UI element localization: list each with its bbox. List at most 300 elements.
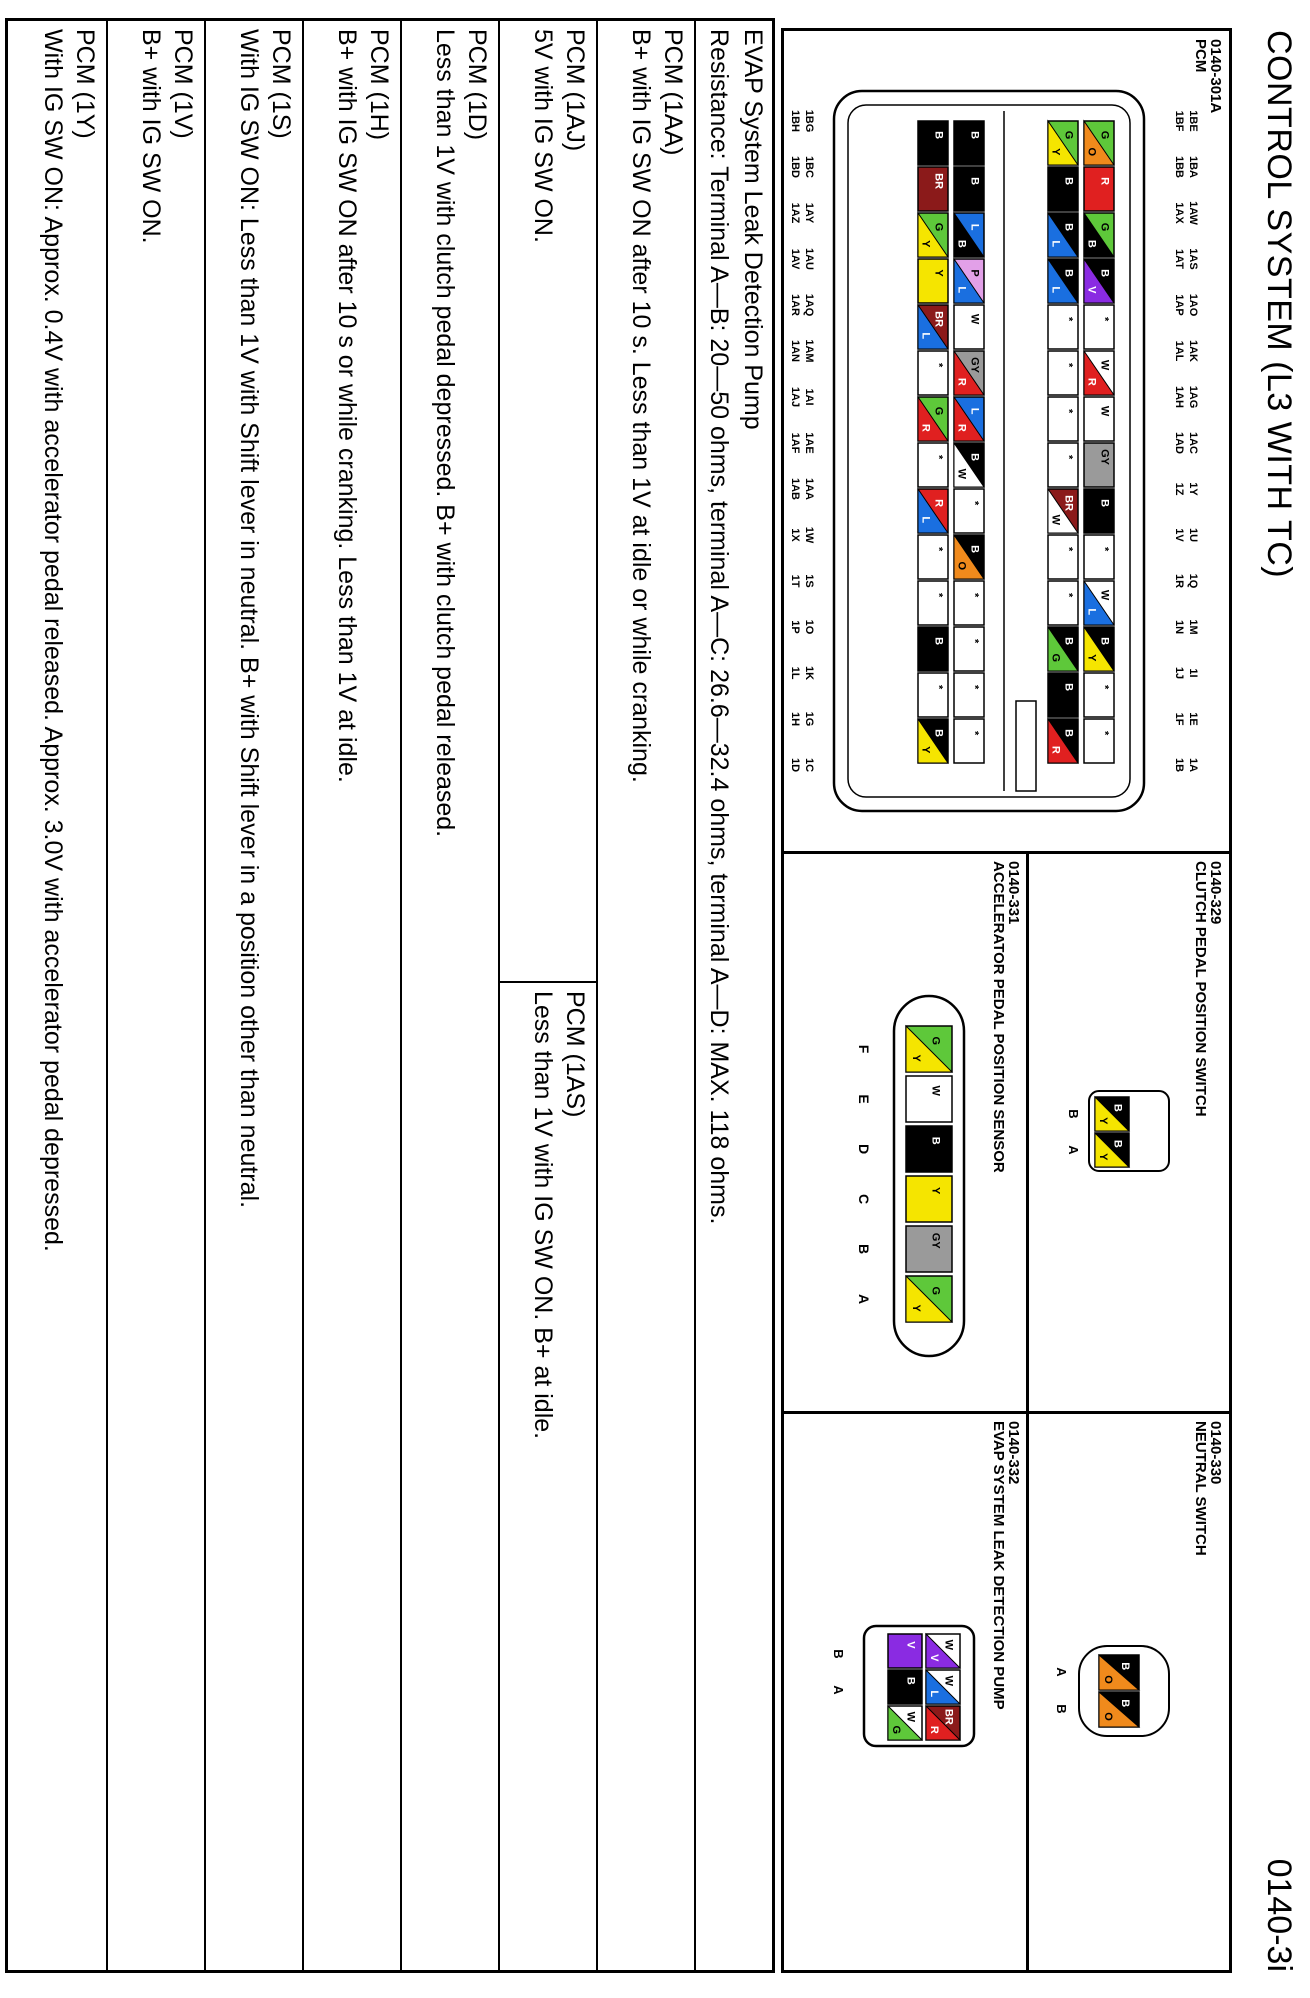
pcm-wire-cell-main	[1048, 443, 1078, 487]
pcm-wire-cell-code2: O	[1085, 147, 1098, 157]
app-wire-cell-code1: GY	[929, 1232, 942, 1249]
pcm-wire-cell-main	[1048, 581, 1078, 625]
pcm-wire-cell-code1: B	[968, 545, 981, 554]
pcm-wire-cell	[918, 121, 948, 165]
divider-middle	[784, 1411, 1229, 1414]
pcm-wire-cell-code1: *	[1062, 454, 1075, 460]
evap-wire-cell-code1: BR	[942, 1708, 955, 1725]
divider-horizontal	[1026, 851, 1029, 1970]
row-1aj-1as	[498, 21, 598, 1970]
pcm-wire-cell-code2: L	[1049, 286, 1062, 294]
pcm-wire-cell	[918, 719, 948, 763]
app-wire-cell-main	[906, 1176, 952, 1222]
pcm-pin-label: 1BB	[1173, 155, 1185, 179]
pcm-wire-cell	[1048, 397, 1078, 441]
pcm-pin-label: 1AD	[1173, 431, 1185, 455]
pcm-wire-cell-code1: BR	[1062, 495, 1075, 512]
pcm-wire-cell	[918, 581, 948, 625]
pcm-wire-cell-code1: *	[1062, 362, 1075, 368]
pcm-wire-cell-main	[1048, 351, 1078, 395]
evap-wire-cell-code1: V	[904, 1641, 917, 1649]
pcm-wire-cell	[1048, 673, 1078, 717]
pcm-wire-cell-code2: W	[1049, 514, 1062, 525]
pcm-wire-cell-main	[954, 581, 984, 625]
pcm-wire-cell-code1: *	[1098, 730, 1111, 736]
pcm-wire-cell-main	[1084, 535, 1114, 579]
pcm-wire-cell-main	[1048, 305, 1078, 349]
pcm-pin-label: 1BG	[803, 109, 815, 133]
pcm-wire-cell	[954, 259, 984, 303]
pcm-wire-cell	[1084, 627, 1114, 671]
pcm-pin-label: 1AE	[803, 432, 815, 454]
clutch-pin-label: A	[1066, 1145, 1081, 1155]
row-1aj-title: PCM (1AJ)	[561, 29, 589, 152]
evap-connector-label	[991, 1421, 1021, 1710]
pcm-pin-label: 1V	[1173, 528, 1185, 542]
pcm-wire-cell	[1084, 259, 1114, 303]
pcm-pin-label: 1L	[789, 666, 801, 680]
pcm-pin-label: 1T	[789, 574, 801, 588]
pcm-wire-cell-main	[918, 259, 948, 303]
pcm-pin-label: 1Y	[1187, 482, 1199, 496]
app-wire-cell-code1: G	[929, 1036, 942, 1046]
pcm-wire-cell-code1: *	[1062, 316, 1075, 322]
pcm-wire-cell-code1: B	[1098, 269, 1111, 278]
row-1aj-text: 5V with IG SW ON.	[529, 29, 557, 243]
pcm-wire-cell-code2: Y	[1049, 148, 1062, 156]
pcm-wire-cell-main	[954, 305, 984, 349]
pcm-wire-cell-code1: *	[932, 592, 945, 598]
pcm-wire-cell-code1: W	[1098, 405, 1111, 417]
pcm-wire-cell-code2: V	[1085, 286, 1098, 294]
pcm-wire-cell-code1: *	[932, 546, 945, 552]
pcm-pin-label: 1AO	[1187, 293, 1199, 317]
evap-wire-cell	[926, 1706, 960, 1740]
pcm-wire-cell-code1: W	[1098, 589, 1111, 601]
pcm-wire-cell-code2: R	[955, 423, 968, 432]
app-wire-cell-main	[906, 1126, 952, 1172]
row-1h	[302, 21, 402, 1970]
pcm-wire-cell-main	[1084, 719, 1114, 763]
pcm-wire-cell-main	[1048, 535, 1078, 579]
app-wire-cell	[906, 1076, 952, 1122]
pcm-wire-cell-code1: *	[1098, 684, 1111, 690]
pcm-wire-cell-main	[954, 167, 984, 211]
pcm-wire-cell	[1048, 167, 1078, 211]
pcm-wire-cell-code1: P	[968, 269, 981, 277]
row-1aa	[596, 21, 696, 1970]
pcm-wire-cell	[1084, 719, 1114, 763]
row-evap-title: EVAP System Leak Detection Pump	[739, 29, 767, 430]
divider-pcm	[784, 851, 1229, 854]
pcm-wire-cell-code2: B	[1085, 239, 1098, 248]
pcm-pin-label: 1AL	[1173, 340, 1185, 362]
evap-wire-cell-code2: L	[928, 1690, 941, 1698]
pcm-wire-cell	[1084, 535, 1114, 579]
pcm-pin-label: 1BE	[1187, 110, 1199, 132]
pcm-pin-label: 1E	[1187, 712, 1199, 726]
app-wire-cell	[906, 1126, 952, 1172]
pcm-wire-cell	[918, 397, 948, 441]
pcm-wire-cell-main	[954, 627, 984, 671]
pcm-pin-label: 1AV	[789, 248, 801, 270]
connector-panel	[781, 28, 1232, 1973]
evap-wire-cell-code2: G	[890, 1725, 903, 1735]
pcm-wire-cell-code1: L	[968, 223, 981, 231]
pcm-wire-cell-code1: *	[968, 500, 981, 506]
pcm-code: 0140-301A	[1207, 39, 1224, 114]
evap-wire-cell-code1: B	[904, 1676, 917, 1685]
row-1v-title: PCM (1V)	[169, 29, 197, 139]
pcm-wire-cell-main	[918, 627, 948, 671]
neutral-pin-label: B	[1054, 1704, 1069, 1714]
neutral-wire-cell	[1099, 1692, 1139, 1727]
pcm-latch	[1016, 701, 1036, 791]
row-1h-text: B+ with IG SW ON after 10 s or while cranking. Less than 1V at idle.	[333, 29, 361, 783]
app-code: 0140-331	[1005, 861, 1022, 925]
pcm-wire-cell	[954, 397, 984, 441]
pcm-pin-label: 1BF	[1173, 110, 1185, 132]
clutch-wire-cell-code2: Y	[1097, 1153, 1110, 1161]
neutral-wire-cell-code1: B	[1119, 1699, 1132, 1708]
pcm-wire-cell	[954, 489, 984, 533]
app-wire-cell-code1: G	[929, 1286, 942, 1296]
pcm-pin-label: 1BD	[789, 155, 801, 179]
pcm-wire-cell	[1048, 305, 1078, 349]
pcm-pin-label: 1Q	[1187, 573, 1199, 589]
pcm-wire-cell	[1048, 535, 1078, 579]
pcm-wire-cell	[1084, 351, 1114, 395]
pcm-wire-cell-main	[918, 535, 948, 579]
pcm-wire-cell-code1: *	[932, 684, 945, 690]
pcm-wire-cell	[1048, 443, 1078, 487]
evap-wire-cell	[888, 1706, 922, 1740]
pcm-wire-cell-code1: B	[1062, 683, 1075, 692]
pcm-pin-label: 1N	[1173, 619, 1185, 635]
app-wire-cell	[906, 1276, 952, 1322]
pcm-wire-cell-main	[954, 121, 984, 165]
pcm-wire-cell	[1084, 213, 1114, 257]
app-pin-label: B	[856, 1243, 872, 1255]
pcm-wire-cell-code2: R	[1085, 377, 1098, 386]
evap-wire-cell-code2: R	[928, 1725, 941, 1734]
pcm-wire-cell	[1084, 305, 1114, 349]
neutral-code: 0140-330	[1207, 1421, 1224, 1485]
pcm-wire-cell-code1: B	[968, 177, 981, 186]
clutch-code: 0140-329	[1207, 861, 1224, 925]
pcm-wire-cell-code1: B	[1098, 499, 1111, 508]
row-1s-text: With IG SW ON: Less than 1V with Shift lever in neutral. B+ with Shift lever in a position other than neutral.	[235, 29, 263, 1209]
pcm-wire-cell	[1048, 259, 1078, 303]
pcm-wire-cell	[1048, 627, 1078, 671]
evap-wire-cell-code2: V	[928, 1654, 941, 1662]
pcm-wire-cell-code2: Y	[919, 746, 932, 754]
pcm-wire-cell-code1: *	[1062, 408, 1075, 414]
row-1d	[400, 21, 500, 1970]
neutral-connector-diagram	[1049, 1631, 1179, 1751]
evap-wire-cell-code1: W	[904, 1711, 917, 1723]
evap-code: 0140-332	[1005, 1421, 1022, 1485]
app-wire-cell-code1: B	[929, 1136, 942, 1145]
pcm-pin-label: 1S	[803, 574, 815, 588]
pcm-wire-cell-code1: R	[1098, 177, 1111, 186]
pcm-wire-cell-code1: Y	[932, 269, 945, 277]
row-1s	[204, 21, 304, 1970]
pcm-wire-cell-code2: L	[919, 516, 932, 524]
row-evap	[696, 21, 772, 1970]
evap-wire-cell	[888, 1670, 922, 1704]
pcm-name: PCM	[1192, 39, 1209, 73]
pcm-wire-cell	[954, 535, 984, 579]
pcm-pin-label: 1C	[803, 757, 815, 773]
pcm-wire-cell	[1084, 581, 1114, 625]
pcm-wire-cell-code1: *	[1098, 546, 1111, 552]
pcm-wire-cell	[918, 351, 948, 395]
pcm-wire-cell	[954, 167, 984, 211]
pcm-pin-label: 1AP	[1173, 294, 1185, 316]
pcm-wire-cell	[954, 443, 984, 487]
evap-pin-label: A	[831, 1685, 846, 1695]
neutral-wire-cell-code2: O	[1102, 1675, 1114, 1684]
pcm-pin-label: 1AA	[803, 477, 815, 501]
pcm-wire-cell-code2: B	[955, 239, 968, 248]
pcm-wire-cell-code1: L	[968, 407, 981, 415]
pcm-wire-cell-code2: W	[955, 468, 968, 479]
neutral-pin-label: A	[1054, 1667, 1069, 1677]
app-wire-cell-code2: Y	[909, 1304, 922, 1312]
pcm-pin-label: 1BA	[1187, 155, 1199, 179]
pcm-pin-label: 1X	[789, 528, 801, 542]
pcm-wire-cell	[1084, 167, 1114, 211]
pcm-wire-cell-main	[1084, 305, 1114, 349]
pcm-wire-cell	[918, 627, 948, 671]
pcm-wire-cell-code1: *	[1098, 316, 1111, 322]
pcm-wire-cell	[954, 121, 984, 165]
pcm-wire-cell-code1: B	[1062, 223, 1075, 232]
app-wire-cell-code2: Y	[909, 1054, 922, 1062]
pcm-pin-label: 1I	[1187, 668, 1199, 678]
pcm-wire-cell	[954, 351, 984, 395]
pcm-wire-cell-code1: BR	[932, 173, 945, 190]
pcm-wire-cell	[1048, 719, 1078, 763]
clutch-wire-cell	[1095, 1097, 1129, 1131]
pcm-pin-label: 1AY	[803, 202, 815, 224]
row-1as-title: PCM (1AS)	[561, 991, 589, 1118]
pcm-pin-label: 1BC	[803, 155, 815, 179]
row-1aa-text: B+ with IG SW ON after 10 s. Less than 1V at idle or while cranking.	[627, 29, 655, 783]
pcm-wire-cell	[1084, 443, 1114, 487]
pcm-wire-cell	[918, 213, 948, 257]
pcm-wire-cell	[1048, 121, 1078, 165]
pcm-pin-label: 1U	[1187, 527, 1199, 543]
app-pin-label: D	[856, 1143, 872, 1155]
pcm-wire-cell-code1: B	[932, 131, 945, 140]
pcm-wire-cell-code2: G	[1049, 653, 1062, 663]
pcm-wire-cell	[954, 627, 984, 671]
pcm-wire-cell	[954, 719, 984, 763]
pcm-pin-label: 1R	[1173, 573, 1185, 589]
pcm-pin-label: 1AU	[803, 247, 815, 271]
pcm-wire-cell	[918, 673, 948, 717]
row-1as-text: Less than 1V with IG SW ON. B+ at idle.	[529, 991, 557, 1440]
pcm-pin-label: 1AQ	[803, 293, 815, 317]
pcm-wire-cell-code1: R	[932, 499, 945, 508]
app-wire-cell	[906, 1176, 952, 1222]
pcm-wire-cell-code1: B	[1062, 637, 1075, 646]
pcm-wire-cell-code1: B	[932, 637, 945, 646]
pcm-wire-cell	[954, 213, 984, 257]
pcm-wire-cell-code2: R	[955, 377, 968, 386]
clutch-wire-cell-code1: B	[1111, 1103, 1124, 1112]
pcm-wire-cell-main	[954, 719, 984, 763]
app-wire-cell	[906, 1226, 952, 1272]
evap-wire-cell	[926, 1634, 960, 1668]
row-1v	[106, 21, 206, 1970]
pcm-pin-label: 1AJ	[789, 386, 801, 408]
pcm-pin-label: 1AB	[789, 477, 801, 501]
pcm-wire-cell	[1048, 489, 1078, 533]
pcm-pin-label: 1K	[803, 665, 815, 681]
pcm-wire-cell	[954, 305, 984, 349]
pcm-pin-label: 1J	[1173, 666, 1185, 680]
pcm-wire-cell-main	[1048, 397, 1078, 441]
pcm-wire-cell-code1: B	[1062, 177, 1075, 186]
pcm-wire-cell	[954, 673, 984, 717]
app-pin-label: C	[856, 1193, 872, 1205]
pcm-wire-cell-main	[1084, 489, 1114, 533]
pcm-wire-cell-code1: *	[932, 454, 945, 460]
pcm-wire-cell-main	[1084, 167, 1114, 211]
pcm-pin-label: 1AK	[1187, 339, 1199, 363]
pcm-wire-cell-code2: Y	[919, 240, 932, 248]
pcm-pin-label: 1BH	[789, 109, 801, 133]
row-1h-title: PCM (1H)	[365, 29, 393, 141]
pcm-wire-cell	[918, 443, 948, 487]
pcm-pin-label: 1AX	[1173, 202, 1185, 224]
pcm-wire-cell-main	[954, 489, 984, 533]
pcm-wire-cell-main	[918, 581, 948, 625]
pcm-wire-cell-main	[1084, 397, 1114, 441]
pcm-pin-label: 1H	[789, 711, 801, 727]
pcm-pin-label: 1M	[1187, 619, 1199, 635]
pcm-wire-cell-code1: BR	[932, 311, 945, 328]
app-connector-diagram	[804, 986, 984, 1366]
pcm-wire-cell-main	[1048, 167, 1078, 211]
pcm-wire-cell-code1: G	[932, 222, 945, 232]
pcm-wire-cell-code1: B	[1062, 729, 1075, 738]
pcm-pin-label: 1AM	[803, 339, 815, 363]
pcm-pin-label: 1O	[803, 619, 815, 635]
pcm-wire-cell-code1: *	[932, 362, 945, 368]
clutch-name: CLUTCH PEDAL POSITION SWITCH	[1192, 861, 1209, 1117]
pcm-wire-cell	[1084, 121, 1114, 165]
app-pin-label: A	[856, 1293, 872, 1305]
pcm-wire-cell	[918, 489, 948, 533]
evap-pin-label: B	[831, 1649, 846, 1659]
app-wire-cell-main	[906, 1076, 952, 1122]
row-1y-text: With IG SW ON: Approx. 0.4V with accelerator pedal released. Approx. 3.0V with accelerator pedal depressed.	[39, 29, 67, 1252]
pcm-wire-cell-code1: B	[1062, 269, 1075, 278]
neutral-wire-cell-code2: O	[1102, 1712, 1114, 1721]
row-evap-text: Resistance: Terminal A—B: 20—50 ohms, terminal A—C: 26.6—32.4 ohms, terminal A—D: MAX. 118 ohms.	[705, 29, 733, 1225]
row-1d-title: PCM (1D)	[463, 29, 491, 141]
evap-wire-cell-code1: W	[942, 1675, 955, 1687]
clutch-connector-diagram	[1049, 1071, 1179, 1191]
clutch-wire-cell-code2: Y	[1097, 1117, 1110, 1125]
pcm-wire-cell-code2: Y	[1085, 654, 1098, 662]
pcm-wire-cell-code2: L	[955, 286, 968, 294]
pcm-wire-cell-main	[954, 673, 984, 717]
pcm-wire-cell-code1: *	[968, 684, 981, 690]
pcm-wire-cell-code1: B	[968, 453, 981, 462]
pcm-pin-label: 1AF	[789, 432, 801, 454]
pcm-pin-label: 1AI	[803, 388, 815, 406]
pcm-pin-label: 1W	[803, 526, 815, 544]
app-wire-cell-code1: W	[929, 1085, 942, 1096]
row-1y-title: PCM (1Y)	[71, 29, 99, 139]
pcm-wire-cell-code2: L	[1085, 608, 1098, 616]
evap-wire-cell-main	[888, 1670, 922, 1704]
pcm-wire-cell	[1084, 673, 1114, 717]
app-connector-label	[991, 861, 1021, 1173]
app-pin-label: E	[856, 1094, 872, 1104]
pcm-wire-cell-main	[918, 673, 948, 717]
neutral-name: NEUTRAL SWITCH	[1192, 1421, 1209, 1556]
evap-wire-cell	[926, 1670, 960, 1704]
pcm-pin-label: 1AR	[789, 293, 801, 317]
pcm-pin-label: 1Z	[1173, 482, 1185, 496]
clutch-wire-cell	[1095, 1133, 1129, 1167]
neutral-wire-cell-code1: B	[1119, 1662, 1132, 1671]
pcm-pin-label: 1AT	[1173, 249, 1185, 269]
pcm-wire-cell-code1: *	[1062, 546, 1075, 552]
pcm-wire-cell-main	[918, 351, 948, 395]
pcm-wire-cell	[954, 581, 984, 625]
description-table	[5, 18, 775, 1973]
pcm-wire-cell-main	[1048, 673, 1078, 717]
pcm-pin-label: 1G	[803, 711, 815, 727]
row-split	[498, 981, 596, 983]
pcm-pin-label: 1D	[789, 757, 801, 773]
pcm-wire-cell	[1048, 351, 1078, 395]
pcm-wire-cell-code2: O	[955, 561, 968, 571]
evap-connector-diagram	[804, 1616, 984, 1756]
evap-name: EVAP SYSTEM LEAK DETECTION PUMP	[990, 1421, 1007, 1710]
pcm-wire-cell-code1: *	[1062, 592, 1075, 598]
pcm-pin-label: 1B	[1173, 757, 1185, 773]
page-code: 0140-3i	[1260, 1858, 1298, 1972]
neutral-connector-label	[1193, 1421, 1223, 1556]
pcm-wire-cell	[918, 305, 948, 349]
pcm-wire-cell-code1: GY	[968, 357, 981, 374]
pcm-wire-cell-main	[1084, 673, 1114, 717]
pcm-wire-cell-code1: B	[932, 729, 945, 738]
pcm-wire-cell-code1: B	[968, 131, 981, 140]
row-1d-text: Less than 1V with clutch pedal depressed. B+ with clutch pedal released.	[431, 29, 459, 838]
app-pin-label: F	[856, 1044, 872, 1054]
row-1s-title: PCM (1S)	[267, 29, 295, 139]
evap-wire-cell-main	[888, 1634, 922, 1668]
app-wire-cell	[906, 1026, 952, 1072]
pcm-pin-label: 1F	[1173, 712, 1185, 726]
neutral-wire-cell	[1099, 1655, 1139, 1690]
app-wire-cell-code1: Y	[929, 1187, 942, 1195]
pcm-wire-cell-code1: G	[932, 406, 945, 416]
pcm-wire-cell-code2: R	[1049, 745, 1062, 754]
pcm-wire-cell-code1: *	[968, 592, 981, 598]
pcm-pin-label: 1P	[789, 620, 801, 634]
pcm-wire-cell	[1084, 489, 1114, 533]
